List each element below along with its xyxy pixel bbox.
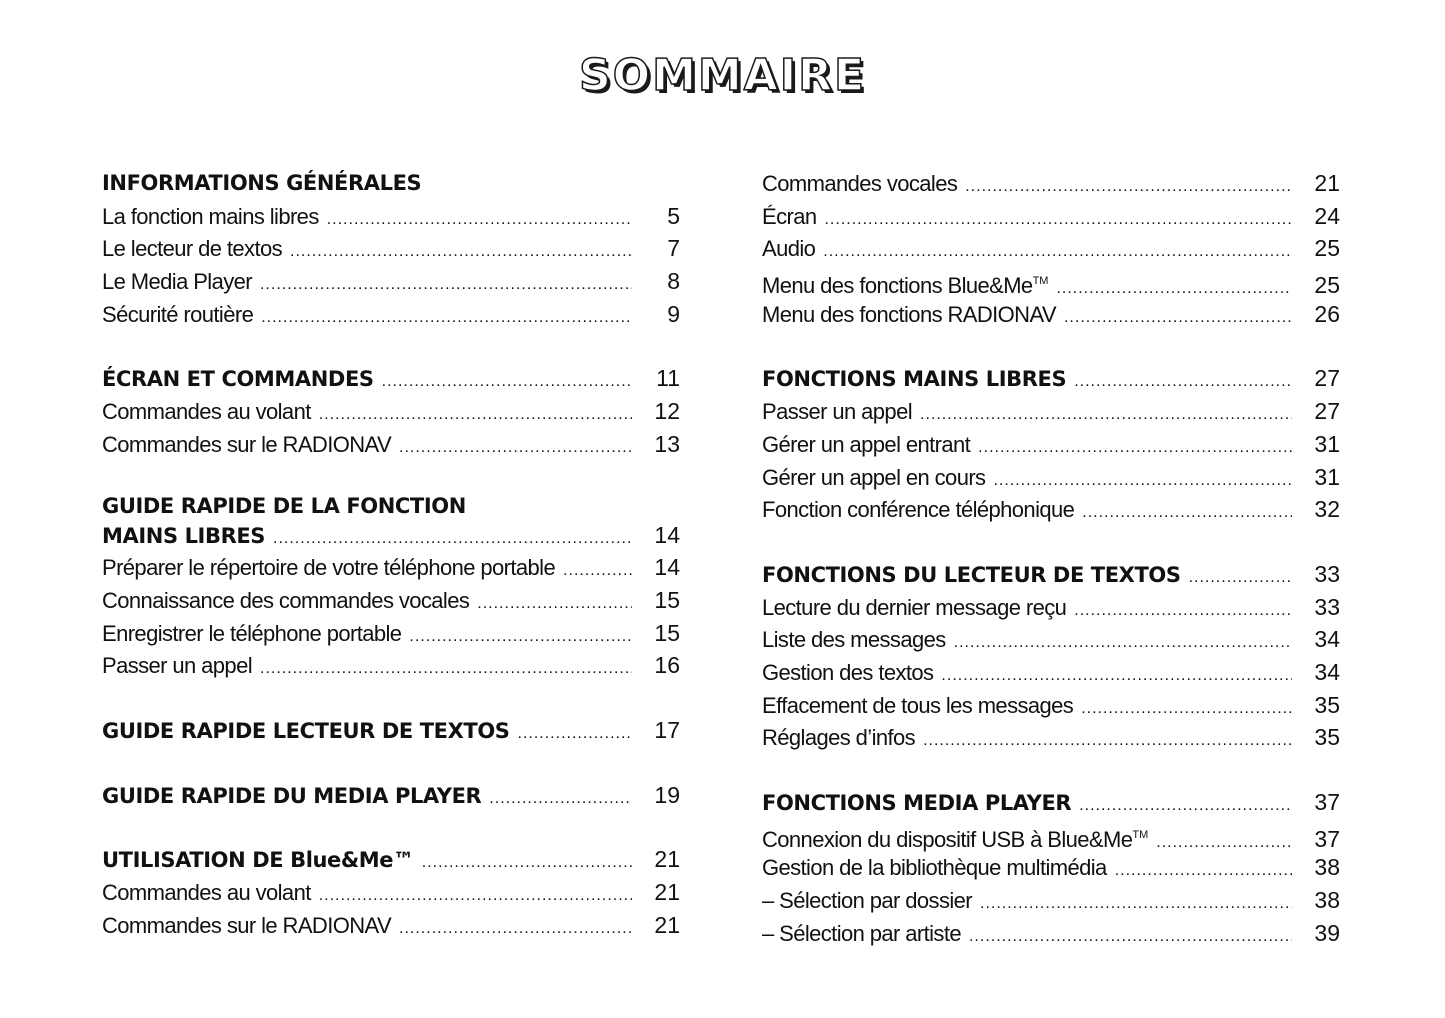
heading-label: INFORMATIONS GÉNÉRALES <box>102 171 422 195</box>
toc-entry[interactable] <box>762 167 1340 200</box>
heading-label: ÉCRAN ET COMMANDES <box>102 367 374 392</box>
toc-section-blueme-continued <box>762 167 1340 330</box>
toc-entry[interactable] <box>102 428 680 461</box>
heading-label: GUIDE RAPIDE DE LA FONCTION <box>102 493 466 518</box>
entry-label: Écran <box>762 203 817 229</box>
leader-dots <box>260 269 632 302</box>
toc-entry[interactable] <box>102 617 680 650</box>
page-number: 35 <box>1314 691 1340 718</box>
page-number: 25 <box>1314 272 1340 299</box>
leader-dots <box>399 432 632 465</box>
leader-dots <box>409 621 632 654</box>
leader-dots <box>382 366 632 399</box>
leader-dots <box>319 399 632 432</box>
entry-label: Menu des fonctions RADIONAV <box>762 301 1056 327</box>
page-number: 32 <box>1314 496 1340 523</box>
entry-label: Gérer un appel entrant <box>762 431 971 457</box>
leader-dots <box>260 653 632 686</box>
toc-entry[interactable] <box>762 461 1340 494</box>
leader-dots <box>422 847 632 880</box>
entry-label: Préparer le répertoire de votre téléphone portable <box>102 555 556 581</box>
leader-dots <box>1081 693 1292 726</box>
toc-entry[interactable] <box>102 876 680 909</box>
entry-label: Réglages d’infos <box>762 725 916 751</box>
entry-label: Commandes au volant <box>102 399 311 425</box>
entry-label: Le lecteur de textos <box>102 236 283 262</box>
page-number: 7 <box>667 235 680 262</box>
toc-left-column <box>102 167 680 973</box>
section-heading <box>102 493 680 519</box>
entry-label: Commandes vocales <box>762 171 958 196</box>
toc-entry[interactable] <box>762 656 1340 689</box>
heading-label: UTILISATION DE Blue&Me™ <box>102 848 414 873</box>
leader-dots <box>965 171 1292 204</box>
page-number: 38 <box>1314 854 1340 881</box>
heading-label: GUIDE RAPIDE DU MEDIA PLAYER <box>102 783 482 808</box>
toc-section-guide-lecteur-textos <box>102 714 680 747</box>
toc-entry[interactable] <box>762 884 1340 917</box>
toc-entry[interactable] <box>762 591 1340 624</box>
toc-section-utilisation-blueme <box>102 843 680 941</box>
page-number: 13 <box>654 430 680 457</box>
page-number: 8 <box>667 268 680 295</box>
page-number: 37 <box>1314 825 1340 852</box>
entry-label: Sécurité routière <box>102 301 254 327</box>
section-heading[interactable] <box>102 362 680 395</box>
toc-entry[interactable] <box>762 819 1340 852</box>
page-number: 26 <box>1314 300 1340 327</box>
page-number: 25 <box>1314 235 1340 262</box>
page-number: 16 <box>654 652 680 679</box>
page-number: 34 <box>1314 658 1340 685</box>
leader-dots <box>290 236 632 269</box>
toc-entry[interactable] <box>762 721 1340 754</box>
section-heading[interactable] <box>762 558 1340 591</box>
page-number: 15 <box>654 586 680 613</box>
toc-entry[interactable] <box>102 909 680 942</box>
leader-dots <box>941 660 1292 693</box>
toc-entry[interactable] <box>102 232 680 265</box>
page-number: 38 <box>1314 887 1340 914</box>
leader-dots <box>1115 855 1292 888</box>
leader-dots <box>1082 497 1292 530</box>
leader-dots <box>920 399 1292 432</box>
leader-dots <box>923 725 1292 758</box>
leader-dots <box>1189 562 1292 595</box>
toc-entry[interactable] <box>762 200 1340 233</box>
entry-label <box>762 819 1156 857</box>
heading-label: FONCTIONS MAINS LIBRES <box>762 367 1067 392</box>
heading-label: FONCTIONS MEDIA PLAYER <box>762 791 1072 815</box>
toc-entry[interactable] <box>102 395 680 428</box>
entry-label: Lecture du dernier message reçu <box>762 594 1067 620</box>
section-heading <box>102 167 680 200</box>
page-number: 31 <box>1314 430 1340 457</box>
leader-dots <box>327 204 632 237</box>
section-heading[interactable] <box>102 779 680 812</box>
page-number: 31 <box>1314 463 1340 490</box>
entry-label: Gestion des textos <box>762 659 934 685</box>
leader-dots <box>954 627 1292 660</box>
entry-label: Effacement de tous les messages <box>762 692 1074 718</box>
page-number: 33 <box>1314 593 1340 620</box>
entry-label: – Sélection par dossier <box>762 888 972 914</box>
toc-section-guide-media-player <box>102 779 680 812</box>
toc-entry[interactable] <box>762 689 1340 722</box>
page-number: 21 <box>654 879 680 905</box>
toc-entry[interactable] <box>762 298 1340 331</box>
toc-entry[interactable] <box>762 265 1340 298</box>
section-heading[interactable] <box>762 786 1340 819</box>
toc-entry[interactable] <box>762 232 1340 265</box>
trademark-mark: TM <box>1132 828 1149 841</box>
page-number: 27 <box>1314 398 1340 425</box>
toc-entry[interactable] <box>762 851 1340 884</box>
page-number: 9 <box>667 300 680 327</box>
entry-label: Fonction conférence téléphonique <box>762 497 1075 523</box>
heading-label: FONCTIONS DU LECTEUR DE TEXTOS <box>762 562 1181 587</box>
section-heading[interactable] <box>102 519 680 552</box>
leader-dots <box>489 783 632 816</box>
entry-label-text: Connexion du dispositif USB à Blue&Me <box>762 826 1133 852</box>
toc-entry[interactable] <box>762 917 1340 950</box>
toc-entry[interactable] <box>102 298 680 331</box>
page-number: 15 <box>654 619 680 646</box>
toc-entry[interactable] <box>102 551 680 584</box>
entry-label: Commandes sur le RADIONAV <box>102 912 392 938</box>
entry-label: Liste des messages <box>762 627 946 653</box>
page-number: 34 <box>1314 626 1340 653</box>
page-number: 39 <box>1314 919 1340 946</box>
page-number: 37 <box>1314 789 1340 815</box>
leader-dots <box>824 204 1292 237</box>
page-number: 27 <box>1314 365 1340 392</box>
leader-dots <box>273 523 632 556</box>
trademark-mark: TM <box>1032 275 1049 288</box>
page-number: 12 <box>654 398 680 425</box>
leader-dots <box>1074 366 1292 399</box>
entry-label: Passer un appel <box>762 399 912 425</box>
leader-dots <box>969 921 1292 954</box>
entry-label: Le Media Player <box>102 269 252 295</box>
leader-dots <box>477 588 632 621</box>
page-number: 17 <box>654 716 680 743</box>
page-number: 33 <box>1314 560 1340 587</box>
entry-label: Gestion de la bibliothèque multimédia <box>762 855 1107 881</box>
toc-section-guide-mains-libres <box>102 493 680 682</box>
leader-dots <box>1074 595 1292 628</box>
page-number: 14 <box>654 554 680 581</box>
entry-label: Commandes sur le RADIONAV <box>102 431 392 457</box>
section-heading[interactable] <box>762 362 1340 395</box>
entry-label: Audio <box>762 236 816 262</box>
toc-section-fonctions-media-player <box>762 786 1340 949</box>
page-title: SOMMAIRE <box>578 50 867 101</box>
leader-dots <box>980 888 1292 921</box>
leader-dots <box>993 465 1292 498</box>
page-number: 21 <box>654 846 680 873</box>
toc-entry[interactable] <box>102 265 680 298</box>
section-heading[interactable] <box>102 714 680 747</box>
entry-label: Connaissance des commandes vocales <box>102 587 470 613</box>
toc-entry[interactable] <box>102 584 680 617</box>
leader-dots <box>978 432 1292 465</box>
toc-right-column <box>762 167 1340 981</box>
section-heading[interactable] <box>102 843 680 876</box>
leader-dots <box>518 718 633 751</box>
heading-label: GUIDE RAPIDE LECTEUR DE TEXTOS <box>102 718 510 743</box>
entry-label: Enregistrer le téléphone portable <box>102 620 402 646</box>
entry-label: La fonction mains libres <box>102 203 319 229</box>
page-number: 5 <box>667 202 680 229</box>
page-number: 19 <box>654 781 680 808</box>
page-number: 35 <box>1314 724 1340 751</box>
entry-label: Gérer un appel en cours <box>762 464 986 490</box>
toc-section-fonctions-lecteur-textos <box>762 558 1340 754</box>
toc-entry[interactable] <box>762 395 1340 428</box>
toc-section-fonctions-mains-libres <box>762 362 1340 525</box>
page-number: 21 <box>1314 170 1340 196</box>
leader-dots <box>563 555 632 588</box>
entry-label: Commandes au volant <box>102 880 311 905</box>
entry-label <box>762 265 1056 303</box>
toc-entry[interactable] <box>102 200 680 233</box>
leader-dots <box>319 880 632 913</box>
entry-label-text: Menu des fonctions Blue&Me <box>762 273 1033 299</box>
toc-entry[interactable] <box>762 493 1340 526</box>
page-number: 24 <box>1314 202 1340 229</box>
heading-label: MAINS LIBRES <box>102 523 266 548</box>
leader-dots <box>261 302 632 335</box>
entry-label: – Sélection par artiste <box>762 920 961 946</box>
toc-entry[interactable] <box>762 623 1340 656</box>
entry-label: Passer un appel <box>102 653 252 679</box>
toc-section-ecran-et-commandes <box>102 362 680 460</box>
toc-entry[interactable] <box>762 428 1340 461</box>
page-number: 11 <box>656 365 680 392</box>
toc-entry[interactable] <box>102 649 680 682</box>
toc-section-informations-generales <box>102 167 680 330</box>
page-number: 21 <box>654 911 680 938</box>
page-number: 14 <box>654 521 680 548</box>
leader-dots <box>1064 302 1292 335</box>
leader-dots <box>399 913 632 946</box>
